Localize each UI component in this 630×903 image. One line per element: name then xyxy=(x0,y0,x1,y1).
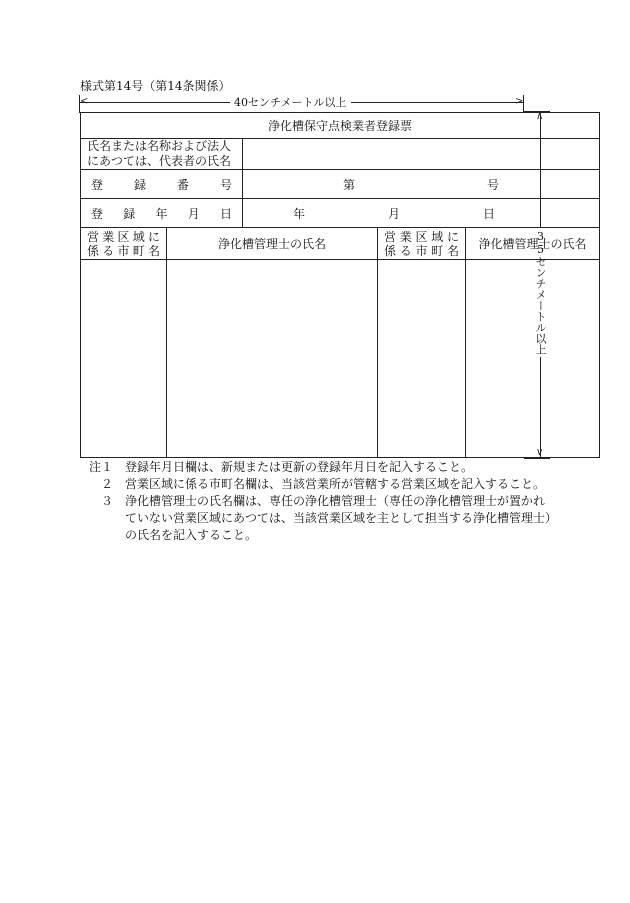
reg-date-month: 月 xyxy=(388,206,401,221)
note-item xyxy=(85,476,555,493)
arrow-down-icon: ∨ xyxy=(536,447,544,458)
registration-number-value[interactable] xyxy=(243,170,600,199)
reg-date-year: 年 xyxy=(293,206,306,221)
notes xyxy=(85,459,555,544)
reg-date-char: 年 xyxy=(155,206,168,221)
area-header-line1: 営業区域に xyxy=(87,229,160,244)
area-header-line1: 営業区域に xyxy=(384,229,459,244)
manager-entry-2[interactable] xyxy=(466,260,600,458)
area-entry-1[interactable] xyxy=(81,260,167,458)
registration-number-label xyxy=(81,170,243,199)
name-label xyxy=(81,139,243,170)
registration-form-table xyxy=(80,112,600,458)
area-header-line2: 係る市町名 xyxy=(87,243,160,258)
reg-date-char: 録 xyxy=(123,206,136,221)
area-entry-2[interactable] xyxy=(378,260,466,458)
reg-number-dai: 第 xyxy=(343,177,356,192)
reg-date-char: 月 xyxy=(187,206,200,221)
note-number: ３ xyxy=(100,494,113,508)
area-header-line2: 係る市町名 xyxy=(384,243,459,258)
note-text: 浄化槽管理士の氏名欄は、専任の浄化槽管理士（専任の浄化槽管理士が置かれていない営業区域にあつては、当該営業区域を主として担当する浄化槽管理士）の氏名を記入すること。 xyxy=(125,494,552,542)
arrow-up-icon: ∧ xyxy=(536,111,544,122)
arrow-left-icon: < xyxy=(80,96,89,107)
name-label-line2: にあつては、代表者の氏名 xyxy=(87,154,232,168)
reg-number-char: 登 xyxy=(91,177,104,192)
note-item xyxy=(85,493,555,544)
form-title: 浄化槽保守点検業者登録票 xyxy=(81,113,600,139)
reg-date-char: 日 xyxy=(219,206,232,221)
note-number: ２ xyxy=(100,477,113,491)
reg-date-day: 日 xyxy=(483,206,496,221)
note-number: 注１ xyxy=(88,460,113,474)
reg-number-go: 号 xyxy=(487,177,500,192)
registration-date-label xyxy=(81,199,243,228)
width-dimension-label: 40センチメートル以上 xyxy=(230,94,351,110)
note-text: 営業区域に係る市町名欄は、当該営業所が管轄する営業区域を記入すること。 xyxy=(125,477,546,491)
name-value-cell[interactable] xyxy=(243,139,600,170)
reg-number-char: 録 xyxy=(133,177,146,192)
registration-date-value[interactable] xyxy=(243,199,600,228)
reg-date-char: 登 xyxy=(91,206,104,221)
reg-number-char: 番 xyxy=(176,177,189,192)
reg-number-char: 号 xyxy=(219,177,232,192)
name-label-line1: 氏名または名称および法人 xyxy=(87,139,232,153)
form-number: 様式第14号（第14条関係） xyxy=(80,79,231,93)
manager-header-2: 浄化槽管理士の氏名 xyxy=(466,228,600,260)
manager-header-1: 浄化槽管理士の氏名 xyxy=(167,228,378,260)
height-dimension-label: 35センチメートル以上 xyxy=(534,230,547,355)
area-header-2 xyxy=(378,228,466,260)
note-item xyxy=(85,459,555,476)
manager-entry-1[interactable] xyxy=(167,260,378,458)
area-header-1 xyxy=(81,228,167,260)
arrow-right-icon: > xyxy=(515,96,524,107)
note-text: 登録年月日欄は、新規または更新の登録年月日を記入すること。 xyxy=(125,460,474,474)
